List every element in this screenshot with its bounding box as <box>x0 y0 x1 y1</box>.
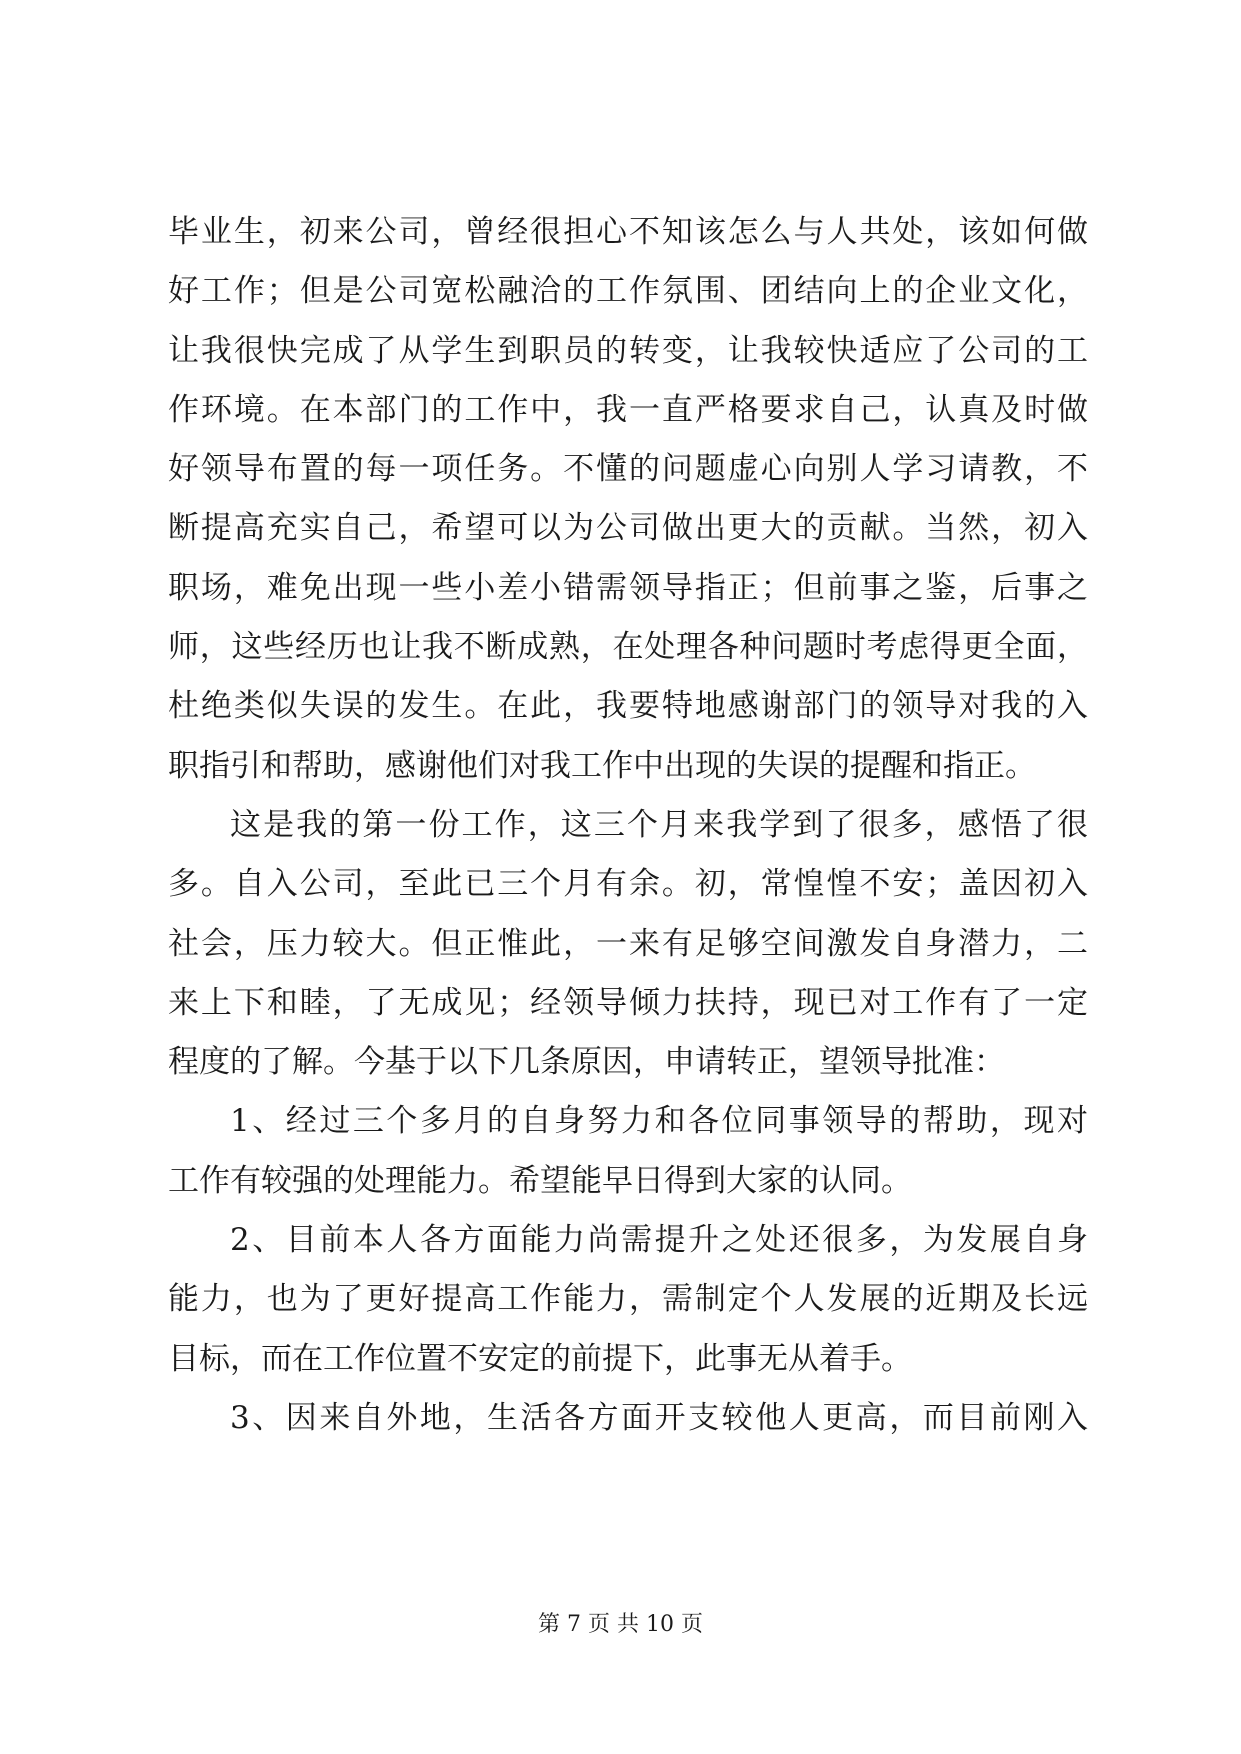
text-line: 3、因来自外地，生活各方面开支较他人更高，而目前刚入 <box>230 1399 1088 1436</box>
text-line: 职场，难免出现一些小差小错需领导指正；但前事之鉴，后事之 <box>168 569 1088 606</box>
text-line: 来上下和睦，了无成见；经领导倾力扶持，现已对工作有了一定 <box>168 984 1088 1021</box>
text-line: 断提高充实自己，希望可以为公司做出更大的贡献。当然，初入 <box>168 510 1088 547</box>
text-line: 职指引和帮助，感谢他们对我工作中出现的失误的提醒和指正。 <box>168 747 1036 784</box>
text-line: 这是我的第一份工作，这三个月来我学到了很多，感悟了很 <box>230 806 1088 843</box>
text-line: 目标，而在工作位置不安定的前提下，此事无从着手。 <box>168 1340 912 1377</box>
text-line: 社会，压力较大。但正惟此，一来有足够空间激发自身潜力，二 <box>168 925 1088 962</box>
text-line: 让我很快完成了从学生到职员的转变，让我较快适应了公司的工 <box>168 332 1088 369</box>
text-line: 1、经过三个多月的自身努力和各位同事领导的帮助，现对 <box>230 1103 1088 1140</box>
text-line: 师，这些经历也让我不断成熟，在处理各种问题时考虑得更全面， <box>168 629 1088 666</box>
text-line: 能力，也为了更好提高工作能力，需制定个人发展的近期及长远 <box>168 1281 1088 1318</box>
text-line: 好领导布置的每一项任务。不懂的问题虚心向别人学习请教，不 <box>168 451 1088 488</box>
text-line: 工作有较强的处理能力。希望能早日得到大家的认同。 <box>168 1162 912 1199</box>
page-footer: 第 7 页 共 10 页 <box>538 1612 703 1637</box>
text-line: 作环境。在本部门的工作中，我一直严格要求自己，认真及时做 <box>168 391 1088 428</box>
text-line: 毕业生，初来公司，曾经很担心不知该怎么与人共处，该如何做 <box>168 214 1088 250</box>
text-line: 2、目前本人各方面能力尚需提升之处还很多，为发展自身 <box>230 1222 1088 1259</box>
text-line: 程度的了解。今基于以下几条原因，申请转正，望领导批准： <box>168 1044 1005 1081</box>
text-line: 好工作；但是公司宽松融洽的工作氛围、团结向上的企业文化， <box>168 273 1088 310</box>
text-line: 多。自入公司，至此已三个月有余。初，常惶惶不安；盖因初入 <box>168 866 1088 903</box>
body-text <box>168 203 1088 1448</box>
text-line: 杜绝类似失误的发生。在此，我要特地感谢部门的领导对我的入 <box>168 688 1088 725</box>
